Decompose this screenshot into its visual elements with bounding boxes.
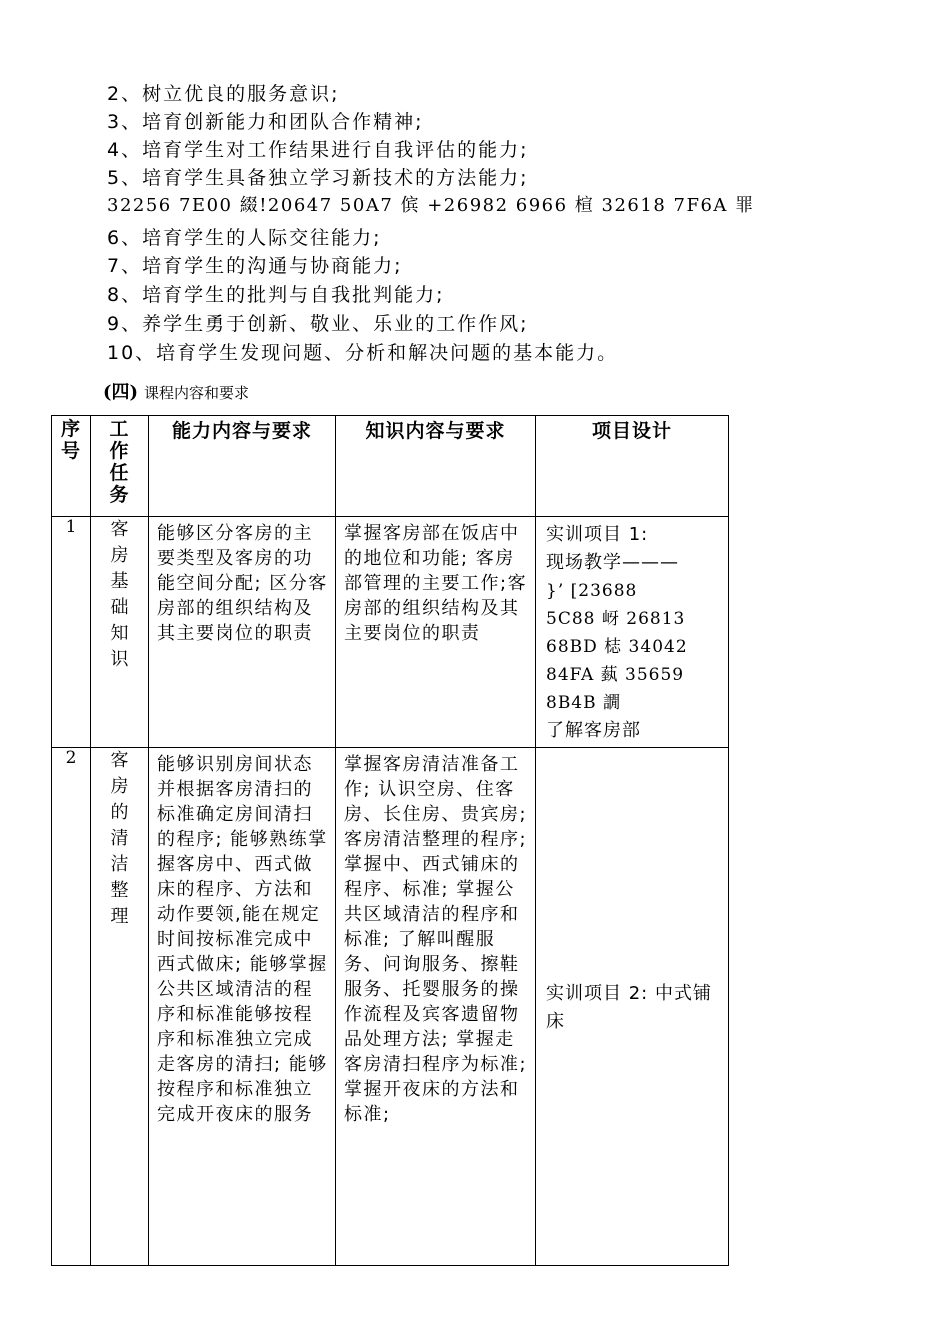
row-knowledge-text: 掌握客房清洁准备工作; 认识空房、住客房、长住房、贵宾房; 客房清洁整理的程序; 掌握中、西式铺床的程序、标准; 掌握公共区域清洁的程序和标准; 了解叫醒服务、问询服务、擦鞋服务、托婴服务的操作流程及宾客遗留物品处理方法; 掌握走客房清扫程序为标准; 掌握开夜床的方法和标准; [344, 754, 528, 1125]
objective-line: 3、培育创新能力和团队合作精神; [107, 111, 424, 133]
header-project: 项目设计 [536, 416, 729, 517]
header-seq-label: 序号 [61, 418, 82, 462]
objective-line: 4、培育学生对工作结果进行自我评估的能力; [107, 139, 529, 161]
section-heading [103, 381, 249, 405]
header-knowledge: 知识内容与要求 [336, 416, 536, 517]
header-task [91, 416, 149, 517]
project-line: 了解客房部 [546, 720, 641, 741]
row-ability [149, 517, 336, 748]
table-header-row [52, 416, 729, 517]
row-knowledge [336, 517, 536, 748]
row-project [536, 748, 729, 1266]
project-line: 8B4B 譋 [546, 693, 622, 713]
objective-line: 9、养学生勇于创新、敬业、乐业的工作作风; [107, 313, 529, 335]
table-row [52, 517, 729, 748]
header-ability: 能力内容与要求 [149, 416, 336, 517]
row-project [536, 517, 729, 748]
objective-line: 7、培育学生的沟通与协商能力; [107, 255, 403, 277]
row-ability-text: 能够识别房间状态并根据客房清扫的标准确定房间清扫的程序; 能够熟练掌握客房中、西式做床的程序、方法和动作要领,能在规定时间按标准完成中西式做床; 能够掌握公共区域清洁的程序和标准能够按程序和标准独立完成走客房的清扫; 能够按程序和标准独立完成开夜床的服务 [157, 754, 328, 1125]
row-ability [149, 748, 336, 1266]
row-seq: 2 [52, 748, 91, 1266]
row-knowledge [336, 748, 536, 1266]
section-title: 课程内容和要求 [144, 384, 250, 402]
row-task-label: 客房基础知识 [110, 519, 129, 670]
project-line: 84FA 蓺 35659 [546, 665, 685, 685]
objective-line: 10、培育学生发现问题、分析和解决问题的基本能力。 [107, 342, 619, 364]
row-project-text: 实训项目 2: 中式铺床 [546, 982, 712, 1032]
table-row [52, 748, 729, 1266]
objective-line: 2、树立优良的服务意识; [107, 83, 340, 105]
header-seq [52, 416, 91, 517]
row-ability-text: 能够区分客房的主要类型及客房的功能空间分配; 区分客房部的组织结构及其主要岗位的职责 [157, 523, 328, 644]
objective-line: 8、培育学生的批判与自我批判能力; [107, 284, 445, 306]
row-task [91, 517, 149, 748]
project-line: 68BD 梽 34042 [546, 637, 688, 657]
row-knowledge-text: 掌握客房部在饭店中的地位和功能; 客房部管理的主要工作;客房部的组织结构及其主要岗位的职责 [344, 523, 528, 644]
course-content-table [51, 415, 729, 1266]
row-project-text [536, 517, 728, 747]
section-number: (四) [103, 382, 139, 403]
row-seq: 1 [52, 517, 91, 748]
objective-line: 6、培育学生的人际交往能力; [107, 227, 382, 249]
objective-line: 5、培育学生具备独立学习新技术的方法能力; [107, 167, 529, 189]
project-line: }’ [23688 [546, 581, 638, 601]
project-line: 实训项目 1: [546, 524, 649, 545]
garbled-text-line: 32256 7E00 綴!20647 50A7 傧 +26982 6966 楦 32618 7F6A 罪 [107, 195, 755, 216]
header-task-label: 工作任务 [109, 418, 130, 506]
row-task-label: 客房的清洁整理 [110, 750, 129, 927]
row-task [91, 748, 149, 1266]
project-line: 5C88 岈 26813 [546, 609, 686, 629]
project-line: 现场教学——— [546, 552, 679, 573]
